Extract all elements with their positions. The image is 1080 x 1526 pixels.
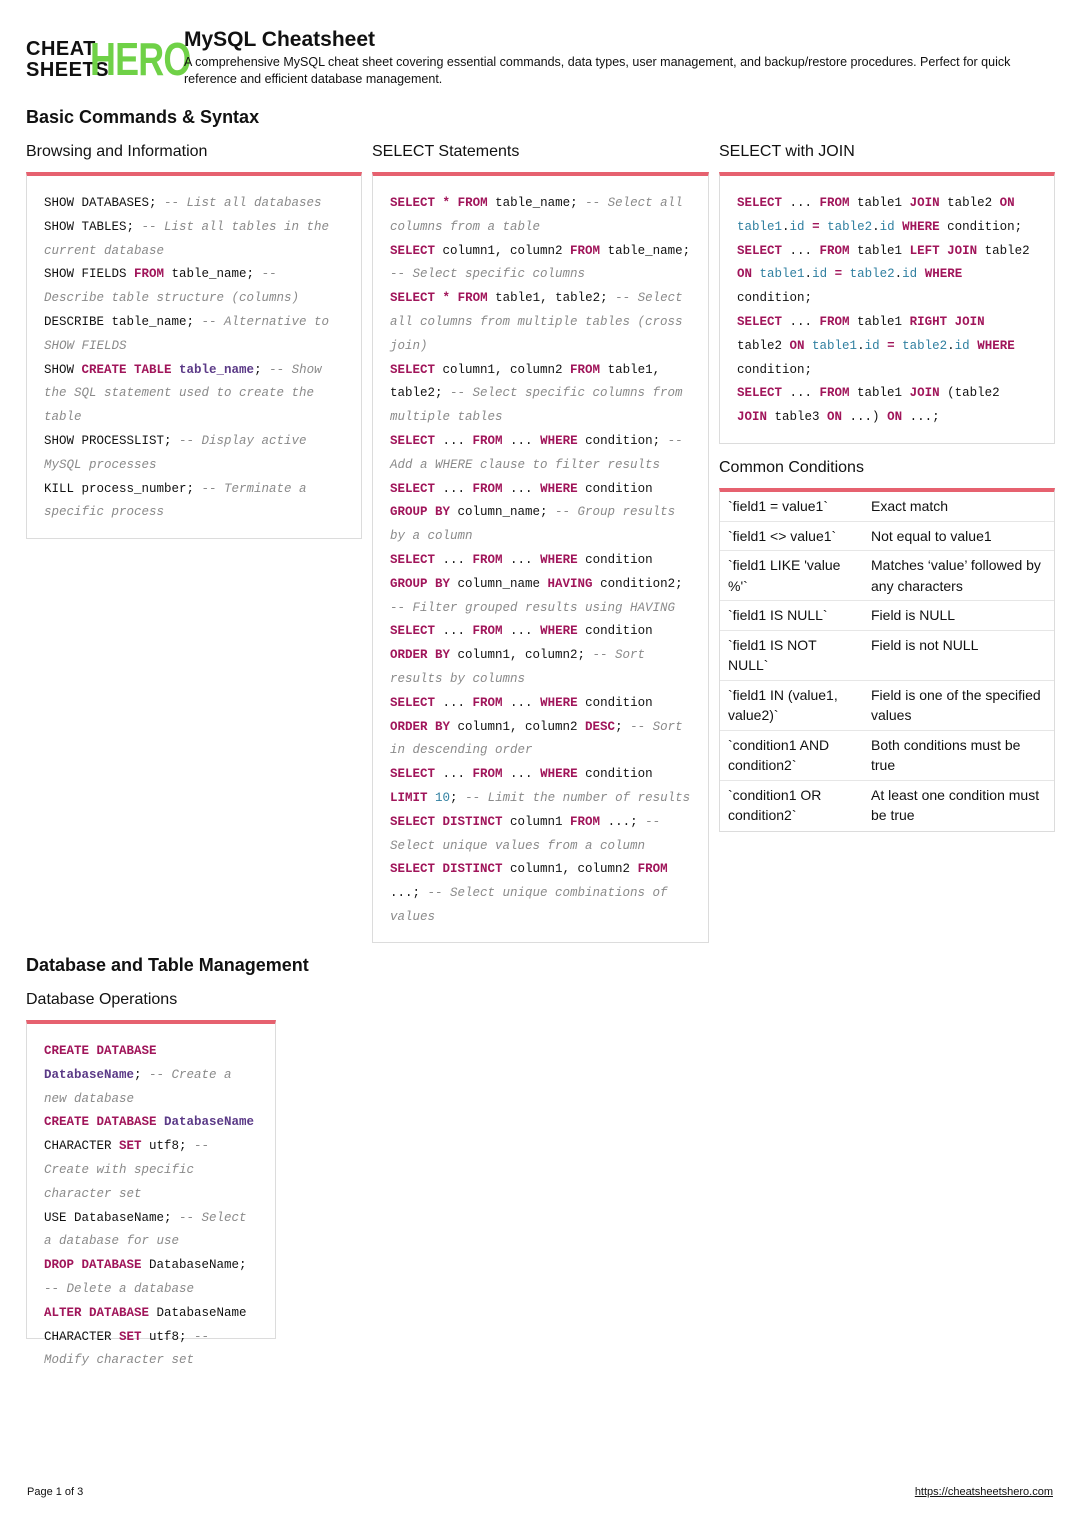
code-text: ... bbox=[782, 314, 820, 329]
logo-text-cheat: CHEAT bbox=[26, 38, 96, 60]
code-line bbox=[390, 482, 683, 544]
code-block-browsing bbox=[27, 176, 361, 537]
code-text: ...; bbox=[600, 814, 646, 829]
table-ref-token: id bbox=[789, 219, 805, 234]
code-line bbox=[390, 767, 690, 805]
code-text: column1 bbox=[502, 814, 571, 829]
code-text bbox=[435, 196, 443, 210]
keyword-token: LIMIT bbox=[390, 790, 428, 805]
code-text: table_name; bbox=[487, 196, 586, 210]
keyword-token: ORDER BY bbox=[390, 648, 451, 663]
code-text: table2 bbox=[939, 196, 1000, 210]
keyword-token: = bbox=[812, 219, 820, 234]
comment-token: -- Show the SQL statement used to create the table bbox=[44, 362, 330, 425]
code-text: condition; bbox=[737, 267, 970, 306]
keyword-token: DROP DATABASE bbox=[44, 1258, 142, 1273]
code-text: ... bbox=[435, 695, 473, 710]
code-text bbox=[450, 291, 458, 305]
keyword-token: SELECT bbox=[737, 243, 783, 258]
code-line bbox=[737, 196, 1022, 234]
code-text: . bbox=[947, 338, 955, 353]
keyword-token: SELECT bbox=[390, 624, 436, 639]
logo-text-hero: HERO bbox=[90, 33, 191, 85]
code-text: column1, column2 bbox=[502, 862, 638, 877]
code-text: . bbox=[894, 267, 903, 282]
code-line bbox=[44, 482, 314, 520]
condition-expression: `field1 LIKE 'value %'` bbox=[720, 551, 863, 601]
card-join bbox=[719, 172, 1055, 444]
keyword-token: FROM bbox=[472, 552, 503, 567]
identifier-token: DatabaseName bbox=[164, 1115, 255, 1130]
table-ref-token: id bbox=[954, 338, 970, 353]
comment-token: -- Limit the number of results bbox=[465, 790, 691, 805]
condition-description: Both conditions must be true bbox=[863, 730, 1054, 780]
code-block-select bbox=[373, 176, 708, 942]
card-title-dbops: Database Operations bbox=[26, 991, 178, 1008]
table-ref-token: table2 bbox=[849, 267, 895, 282]
keyword-token: ON bbox=[999, 196, 1015, 210]
keyword-token: * bbox=[442, 291, 451, 306]
condition-expression: `field1 <> value1` bbox=[720, 521, 863, 551]
keyword-token: = bbox=[834, 267, 843, 282]
keyword-token: RIGHT JOIN bbox=[909, 314, 985, 329]
cheatsheetshero-logo[interactable] bbox=[26, 33, 191, 85]
condition-expression: `field1 IS NOT NULL` bbox=[720, 630, 863, 680]
code-text: table1 bbox=[849, 386, 910, 401]
code-text: SHOW TABLES; bbox=[44, 219, 142, 234]
card-dbops bbox=[26, 1020, 276, 1368]
keyword-token: WHERE bbox=[924, 267, 963, 282]
keyword-token: WHERE bbox=[540, 481, 578, 496]
code-line bbox=[390, 815, 668, 853]
code-text: DESCRIBE table_name; bbox=[44, 314, 202, 329]
code-text: table1 bbox=[849, 314, 910, 329]
code-line bbox=[44, 315, 337, 353]
comment-token: -- Alternative to SHOW FIELDS bbox=[44, 314, 337, 353]
keyword-token: SELECT bbox=[390, 481, 436, 496]
code-text: table3 bbox=[767, 410, 828, 425]
code-text: ... bbox=[502, 695, 541, 710]
card-select bbox=[372, 172, 709, 943]
code-text: ... bbox=[782, 386, 820, 401]
card-title-conditions: Common Conditions bbox=[719, 459, 864, 476]
page-subtitle: A comprehensive MySQL cheat sheet covering essential commands, data types, user management, and backup/restore procedures. Perfect for quick reference and efficient database management. bbox=[184, 55, 1011, 86]
code-text: table1, table2; bbox=[390, 362, 668, 401]
logo-text-sheets: SHEETS bbox=[26, 59, 110, 81]
code-text: ...; bbox=[902, 410, 940, 425]
code-line bbox=[390, 862, 675, 924]
code-text: SHOW bbox=[44, 362, 82, 377]
code-text bbox=[157, 1115, 165, 1129]
code-text: . bbox=[872, 219, 880, 234]
comment-token: -- Select unique values from a column bbox=[390, 814, 668, 853]
comment-token: -- Modify character set bbox=[44, 1329, 217, 1368]
keyword-token: JOIN bbox=[909, 196, 940, 210]
code-text: ; bbox=[254, 362, 270, 377]
keyword-token: FROM bbox=[472, 695, 503, 710]
comment-token: -- Create with specific character set bbox=[44, 1139, 217, 1201]
code-text bbox=[805, 339, 813, 353]
condition-description: Matches ‘value’ followed by any characters bbox=[863, 551, 1054, 601]
code-text: DatabaseName CHARACTER bbox=[44, 1305, 255, 1344]
code-line bbox=[44, 196, 322, 210]
code-text: USE DatabaseName; bbox=[44, 1210, 180, 1225]
keyword-token: CREATE TABLE bbox=[81, 362, 172, 377]
keyword-token: SET bbox=[119, 1139, 142, 1154]
comment-token: -- Select all columns from a table bbox=[390, 196, 691, 234]
code-text: ; bbox=[134, 1067, 142, 1082]
code-text: SHOW FIELDS bbox=[44, 267, 135, 282]
keyword-token: FROM bbox=[472, 767, 503, 782]
table-ref-token: id bbox=[879, 219, 895, 234]
code-text: table2 bbox=[977, 243, 1038, 258]
code-text: ...; bbox=[390, 862, 676, 901]
table-row bbox=[720, 601, 1054, 631]
keyword-token: FROM bbox=[819, 243, 850, 258]
keyword-token: ON bbox=[827, 410, 843, 425]
comment-token: -- Describe table structure (columns) bbox=[44, 267, 300, 306]
table-ref-token: table1 bbox=[759, 267, 805, 282]
code-text: ... bbox=[435, 481, 473, 496]
code-text: condition bbox=[577, 481, 661, 496]
keyword-token: SELECT DISTINCT bbox=[390, 814, 503, 829]
table-row bbox=[720, 730, 1054, 780]
code-text: table1 bbox=[849, 196, 910, 210]
code-text: . bbox=[782, 219, 790, 234]
code-line bbox=[390, 196, 690, 234]
code-text: condition; bbox=[577, 433, 668, 448]
code-text bbox=[895, 339, 903, 353]
code-line bbox=[44, 267, 299, 305]
code-text: table_name; bbox=[164, 267, 262, 282]
code-text: ...) bbox=[842, 410, 888, 425]
table-ref-token: table2 bbox=[827, 219, 873, 234]
code-text: . bbox=[857, 338, 865, 353]
keyword-token: SET bbox=[119, 1329, 142, 1344]
code-line bbox=[44, 1044, 239, 1106]
keyword-token: DESC bbox=[585, 719, 616, 734]
card-conditions bbox=[719, 488, 1055, 832]
code-text: table1 bbox=[849, 243, 910, 258]
code-text: table2 bbox=[737, 314, 993, 353]
code-text bbox=[142, 1068, 150, 1082]
keyword-token: FROM bbox=[637, 862, 668, 877]
code-text: SHOW PROCESSLIST; bbox=[44, 433, 180, 448]
code-line bbox=[44, 434, 314, 472]
code-line bbox=[44, 1211, 254, 1249]
section-title-dbmgmt: Database and Table Management bbox=[26, 955, 309, 975]
keyword-token: WHERE bbox=[540, 552, 578, 567]
code-text: ... bbox=[435, 624, 473, 639]
code-text bbox=[157, 1044, 165, 1058]
code-line bbox=[390, 624, 660, 686]
keyword-token: CREATE DATABASE bbox=[44, 1044, 157, 1058]
code-text bbox=[880, 339, 888, 353]
comment-token: -- List all tables in the current database bbox=[44, 219, 337, 258]
code-text: ... bbox=[435, 552, 473, 567]
keyword-token: FROM bbox=[819, 386, 850, 401]
keyword-token: CREATE DATABASE bbox=[44, 1115, 157, 1130]
code-text: condition bbox=[577, 624, 661, 639]
keyword-token: JOIN bbox=[737, 410, 768, 425]
keyword-token: SELECT bbox=[390, 767, 436, 782]
code-text: KILL process_number; bbox=[44, 481, 202, 496]
keyword-token: SELECT DISTINCT bbox=[390, 862, 503, 877]
keyword-token: FROM bbox=[134, 267, 165, 282]
code-text: ... bbox=[435, 767, 473, 782]
code-text: DatabaseName; bbox=[141, 1258, 255, 1273]
table-ref-token: id bbox=[902, 267, 918, 282]
keyword-token: SELECT bbox=[390, 291, 436, 306]
keyword-token: SELECT bbox=[390, 243, 436, 258]
code-line bbox=[44, 1115, 262, 1200]
keyword-token: = bbox=[887, 338, 895, 353]
condition-description: Not equal to value1 bbox=[863, 521, 1054, 551]
code-text bbox=[917, 267, 925, 281]
keyword-token: WHERE bbox=[977, 338, 1015, 353]
keyword-token: WHERE bbox=[540, 695, 578, 710]
keyword-token: SELECT bbox=[737, 386, 783, 401]
comment-token: -- Sort results by columns bbox=[390, 648, 653, 686]
code-text bbox=[827, 267, 835, 281]
comment-token: -- Sort in descending order bbox=[390, 719, 691, 758]
code-text: ; bbox=[615, 719, 631, 734]
code-text: ... bbox=[502, 624, 541, 639]
code-text: column1, column2 bbox=[450, 719, 586, 734]
code-text bbox=[842, 267, 850, 281]
table-row bbox=[720, 680, 1054, 730]
code-text: condition bbox=[577, 552, 661, 567]
keyword-token: FROM bbox=[570, 814, 601, 829]
code-text bbox=[820, 220, 828, 234]
table-ref-token: id bbox=[864, 338, 880, 353]
keyword-token: FROM bbox=[472, 481, 503, 496]
code-line bbox=[44, 1258, 254, 1296]
code-line bbox=[390, 291, 690, 353]
code-text: (table2 bbox=[939, 386, 1008, 401]
condition-description: Field is NULL bbox=[863, 601, 1054, 631]
card-title-browsing: Browsing and Information bbox=[26, 143, 208, 160]
code-line bbox=[390, 244, 698, 282]
comment-token: -- Filter grouped results using HAVING bbox=[390, 600, 676, 615]
page-header bbox=[26, 30, 1056, 90]
condition-description: Exact match bbox=[863, 492, 1054, 521]
keyword-token: * bbox=[442, 196, 451, 210]
code-text: utf8; bbox=[141, 1139, 195, 1154]
keyword-token: SELECT bbox=[737, 314, 783, 329]
comment-token: -- Display active MySQL processes bbox=[44, 433, 315, 472]
conditions-table bbox=[720, 492, 1054, 830]
condition-expression: `field1 IN (value1, value2)` bbox=[720, 680, 863, 730]
keyword-token: ORDER BY bbox=[390, 719, 451, 734]
table-ref-token: table1 bbox=[737, 219, 783, 234]
keyword-token: WHERE bbox=[540, 624, 578, 639]
code-text: SHOW DATABASES; bbox=[44, 196, 165, 210]
code-line bbox=[44, 363, 329, 425]
code-text: CHARACTER bbox=[44, 1115, 262, 1154]
keyword-token: ON bbox=[737, 267, 753, 282]
keyword-token: ON bbox=[789, 338, 805, 353]
code-text: . bbox=[804, 267, 813, 282]
code-text: condition; bbox=[939, 219, 1023, 234]
comment-token: -- Select all columns from multiple tables (cross join) bbox=[390, 291, 691, 353]
table-ref-token: id bbox=[812, 267, 828, 282]
number-token: 10 bbox=[435, 790, 451, 805]
code-text: ... bbox=[782, 196, 820, 210]
code-line bbox=[390, 363, 690, 425]
code-text: condition2; bbox=[592, 576, 691, 591]
table-row bbox=[720, 492, 1054, 521]
page-title: MySQL Cheatsheet bbox=[184, 28, 375, 51]
keyword-token: JOIN bbox=[909, 386, 940, 401]
code-line bbox=[737, 386, 1007, 424]
comment-token: -- Select specific columns from multiple tables bbox=[390, 386, 691, 425]
code-line bbox=[390, 434, 690, 472]
page-number: Page 1 of 3 bbox=[27, 1486, 84, 1498]
code-line bbox=[390, 553, 690, 615]
comment-token: -- Select a database for use bbox=[44, 1210, 255, 1249]
keyword-token: SELECT bbox=[390, 196, 436, 210]
code-text: utf8; bbox=[141, 1329, 195, 1344]
code-text: ... bbox=[502, 433, 541, 448]
keyword-token: FROM bbox=[570, 362, 601, 377]
keyword-token: FROM bbox=[819, 314, 850, 329]
code-text: table_name; bbox=[600, 243, 698, 258]
identifier-token: table_name bbox=[179, 362, 255, 377]
keyword-token: FROM bbox=[570, 243, 601, 258]
code-text bbox=[805, 220, 813, 234]
keyword-token: FROM bbox=[472, 624, 503, 639]
keyword-token: FROM bbox=[457, 196, 488, 210]
condition-description: Field is one of the specified values bbox=[863, 680, 1054, 730]
table-row bbox=[720, 630, 1054, 680]
comment-token: -- Terminate a specific process bbox=[44, 481, 315, 520]
comment-token: -- Add a WHERE clause to filter results bbox=[390, 433, 691, 472]
condition-expression: `field1 = value1` bbox=[720, 492, 863, 521]
condition-expression: `field1 IS NULL` bbox=[720, 601, 863, 631]
code-text: column_name bbox=[450, 576, 548, 591]
code-line bbox=[44, 220, 337, 258]
condition-expression: `condition1 OR condition2` bbox=[728, 786, 822, 823]
code-text: column1, column2 bbox=[435, 362, 571, 377]
code-block-join bbox=[720, 176, 1054, 442]
comment-token: -- Delete a database bbox=[44, 1281, 195, 1296]
card-title-select: SELECT Statements bbox=[372, 143, 520, 160]
condition-description: Field is not NULL bbox=[863, 630, 1054, 680]
keyword-token: SELECT bbox=[390, 552, 436, 567]
table-row bbox=[720, 780, 1054, 830]
section-title-basic: Basic Commands & Syntax bbox=[26, 107, 260, 127]
code-line bbox=[390, 696, 690, 758]
code-text: condition bbox=[577, 695, 661, 710]
comment-token: -- Select unique combinations of values bbox=[390, 886, 676, 924]
keyword-token: WHERE bbox=[540, 433, 578, 448]
comment-token: -- List all databases bbox=[164, 196, 322, 210]
identifier-token: DatabaseName bbox=[44, 1067, 135, 1082]
keyword-token: SELECT bbox=[390, 362, 436, 377]
code-text: ... bbox=[435, 433, 473, 448]
code-text bbox=[752, 267, 760, 281]
keyword-token: SELECT bbox=[390, 695, 436, 710]
keyword-token: FROM bbox=[819, 196, 850, 210]
code-text bbox=[428, 791, 436, 805]
code-text bbox=[450, 196, 458, 210]
comment-token: -- Create a new database bbox=[44, 1067, 240, 1106]
table-ref-token: table1 bbox=[812, 338, 858, 353]
condition-description: At least one condition must be true bbox=[871, 786, 1040, 823]
code-line bbox=[737, 315, 1022, 377]
comment-token: -- Group results by a column bbox=[390, 505, 683, 544]
card-browsing bbox=[26, 172, 362, 539]
keyword-token: SELECT bbox=[737, 196, 783, 210]
table-ref-token: table2 bbox=[902, 338, 948, 353]
keyword-token: SELECT bbox=[390, 433, 436, 448]
code-text: table1, table2; bbox=[487, 291, 616, 306]
table-row bbox=[720, 521, 1054, 551]
keyword-token: ON bbox=[887, 410, 903, 425]
code-text: column1, column2; bbox=[450, 648, 593, 663]
code-line bbox=[44, 1306, 254, 1368]
code-text: ... bbox=[502, 767, 541, 782]
code-block-dbops bbox=[27, 1024, 275, 1385]
keyword-token: WHERE bbox=[540, 767, 578, 782]
footer-link[interactable]: https://cheatsheetshero.com bbox=[914, 1486, 1053, 1498]
code-text bbox=[1015, 196, 1023, 210]
code-text: column_name; bbox=[450, 505, 556, 520]
keyword-token: LEFT JOIN bbox=[909, 243, 978, 258]
table-row bbox=[720, 551, 1054, 601]
keyword-token: GROUP BY bbox=[390, 505, 451, 520]
code-text: ... bbox=[502, 481, 541, 496]
code-text bbox=[435, 291, 443, 305]
keyword-token: GROUP BY bbox=[390, 576, 451, 591]
keyword-token: WHERE bbox=[902, 219, 940, 234]
code-text: ... bbox=[782, 243, 820, 258]
code-text: condition bbox=[577, 767, 661, 782]
keyword-token: HAVING bbox=[547, 576, 593, 591]
condition-expression: `condition1 AND condition2` bbox=[720, 730, 863, 780]
code-line bbox=[737, 244, 1037, 306]
code-text bbox=[172, 363, 180, 377]
keyword-token: FROM bbox=[472, 433, 503, 448]
code-text: ... bbox=[502, 552, 541, 567]
card-title-join: SELECT with JOIN bbox=[719, 143, 855, 160]
code-text: ; bbox=[450, 790, 466, 805]
keyword-token: ALTER DATABASE bbox=[44, 1305, 150, 1320]
comment-token: -- Select specific columns bbox=[390, 267, 586, 282]
code-text: condition; bbox=[737, 338, 1023, 377]
keyword-token: FROM bbox=[457, 291, 488, 306]
code-text: column1, column2 bbox=[435, 243, 571, 258]
